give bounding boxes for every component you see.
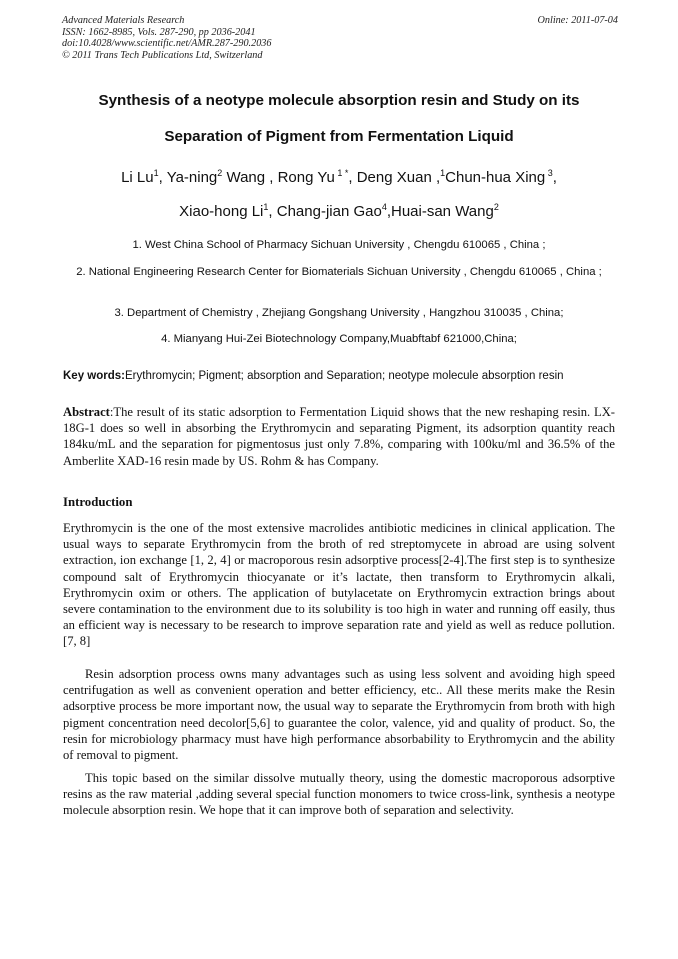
paper-title-line-2: Separation of Pigment from Fermentation Liquid bbox=[164, 128, 514, 145]
intro-paragraph-1: Erythromycin is the one of the most extensive macrolides antibiotic medicines in clinical application. The usual ways to separate Erythromycin from the broth of red streptomycete in abroad are using solvent extraction, ion exchange [1, 2, 4] or macroporous resin adsorptive process[2-4].The first step is to synthesize compound salt of Erythromycin thiocyanate or it’s lactate, then transform to Erythromycin alkali, Erythromycin oxim or others. The application of butylacetate on Erythromycin extraction brings about severe contamination to the environment due to its solubility is too high in water and running off easily, thus an efficient way is necessary to be research to improve separation rate and yield as well as reduce pollution. [7, 8] bbox=[63, 521, 615, 649]
keywords bbox=[63, 369, 619, 384]
journal-header bbox=[62, 15, 618, 61]
affiliation-1: 1. West China School of Pharmacy Sichuan University , Chengdu 610065 , China ; bbox=[132, 239, 546, 251]
affiliation-3: 3. Department of Chemistry , Zhejiang Gongshang University , Hangzhou 310035 , China; bbox=[114, 307, 564, 319]
author-sup: 3 bbox=[545, 168, 553, 178]
author-name: Chun-hua Xing bbox=[445, 169, 546, 186]
paper-title-line-1: Synthesis of a neotype molecule absorption resin and Study on its bbox=[98, 92, 580, 109]
issn-line: ISSN: 1662-8985, Vols. 287-290, pp 2036-2041 bbox=[62, 26, 256, 38]
copyright-line: © 2011 Trans Tech Publications Ltd, Switzerland bbox=[62, 49, 263, 61]
author-sup: 1 bbox=[440, 168, 446, 178]
affiliation-2: 2. National Engineering Research Center for Biomaterials Sichuan University , Chengdu 610065 , China ; bbox=[76, 266, 602, 278]
author-sep: , bbox=[552, 169, 557, 186]
intro-paragraph-2: Resin adsorption process owns many advantages such as using less solvent and avoiding high speed centrifugation as well as convenient operation and better efficiency, etc.. All these merits make the Resin adsorptive process be more important now, the usual way to separate the Erythromycin from broth with high pigment concentration need decolor[5,6] to guarantee the color, valence, yid and quality of product. So, the resin for microbiology pharmacy must have high performance absorbability to Erythromycin and the ability of removal to pigment. bbox=[63, 667, 615, 763]
author-name: ,Huai-san Wang bbox=[386, 203, 494, 220]
author-sup: 1 bbox=[153, 168, 159, 178]
author-name: , Deng Xuan , bbox=[348, 169, 441, 186]
keywords-text: Erythromycin; Pigment; absorption and Separation; neotype molecule absorption resin bbox=[125, 370, 564, 382]
author-name: Li Lu bbox=[121, 169, 154, 186]
author-sup: 1 * bbox=[334, 168, 349, 178]
author-line-1 bbox=[30, 169, 648, 187]
author-line-2 bbox=[30, 203, 648, 221]
author-sup: 1 bbox=[263, 202, 269, 212]
abstract bbox=[63, 404, 615, 469]
abstract-text: :The result of its static adsorption to Fermentation Liquid shows that the new reshaping resin. LX-18G-1 does so well in absorbing the Erythromycin and separating Pigment, its adsorption quantity reach 184ku/mL and the separation for pigmentosus just only 7.8%, comparing with 100ku/ml and 36.5% of the Amberlite XAD-16 resin made by US. Rohm & has Company. bbox=[63, 405, 615, 468]
author-sup: 4 bbox=[381, 202, 387, 212]
intro-paragraph-3: This topic based on the similar dissolve mutually theory, using the domestic macroporous adsorptive resins as the raw material ,adding several special function monomers to twice cross-link, synthesis a neotype molecule absorption resin. We hope that it can improve both of separation and selectivity. bbox=[63, 771, 615, 818]
author-name: , Ya-ning bbox=[158, 169, 218, 186]
author-name: Xiao-hong Li bbox=[179, 203, 264, 220]
online-date: Online: 2011-07-04 bbox=[537, 15, 618, 26]
author-name: Wang , Rong Yu bbox=[222, 169, 335, 186]
author-sup: 2 bbox=[493, 202, 499, 212]
journal-name: Advanced Materials Research bbox=[62, 15, 185, 26]
abstract-label: Abstract bbox=[63, 405, 110, 419]
introduction-heading: Introduction bbox=[63, 495, 133, 509]
keywords-label: Key words: bbox=[63, 370, 125, 382]
affiliation-4: 4. Mianyang Hui-Zei Biotechnology Company,Muabftabf 621000,China; bbox=[161, 333, 517, 345]
author-sup: 2 bbox=[217, 168, 223, 178]
author-name: , Chang-jian Gao bbox=[268, 203, 382, 220]
doi-line[interactable]: doi:10.4028/www.scientific.net/AMR.287-290.2036 bbox=[62, 38, 272, 49]
